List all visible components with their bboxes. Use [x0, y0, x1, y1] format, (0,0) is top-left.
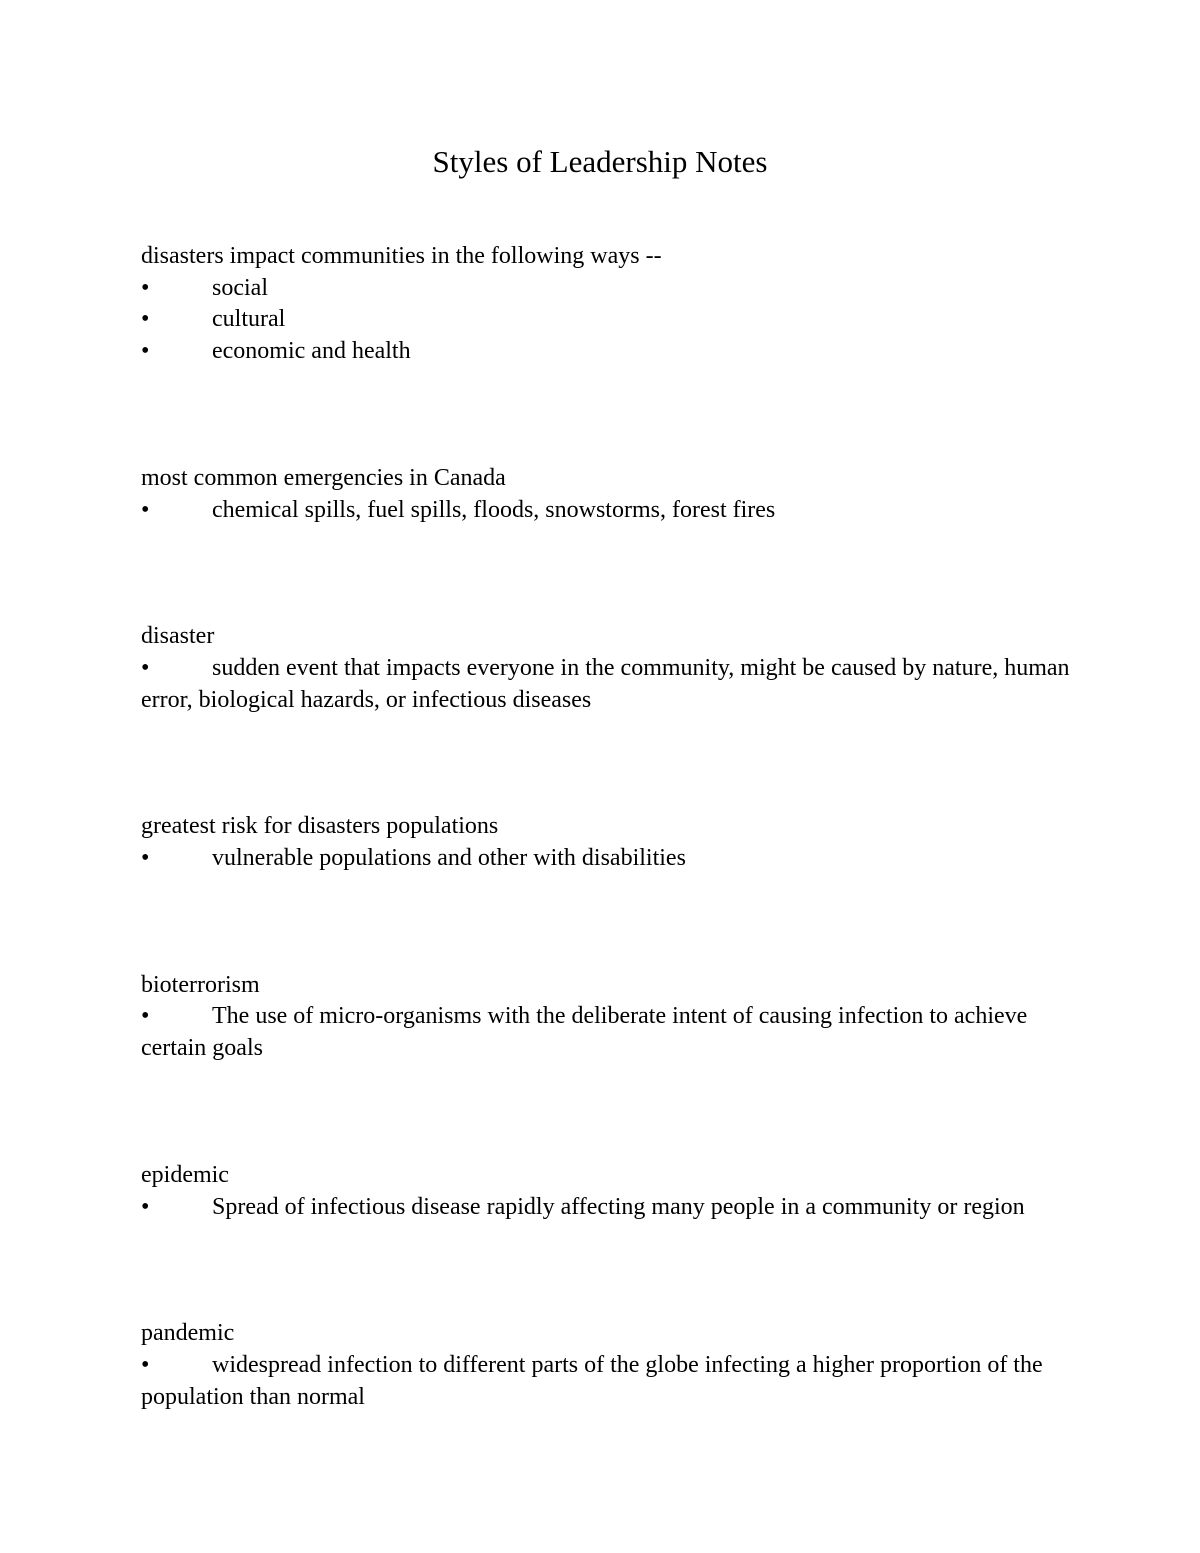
bullet-text: Spread of infectious disease rapidly affecting many people in a community or region [212, 1193, 1025, 1220]
section-disaster [141, 621, 1081, 716]
section-greatest-risk [141, 811, 1081, 874]
bullet-list [141, 1192, 1081, 1224]
bullet-icon: • [141, 1351, 150, 1378]
section-heading: bioterrorism [141, 971, 260, 998]
bullet-text: chemical spills, fuel spills, floods, snowstorms, forest fires [212, 496, 776, 523]
section-disaster-impacts [141, 241, 1081, 368]
bullet-list [141, 653, 1081, 716]
bullet-text: The use of micro-organisms with the deliberate intent of causing infection to achieve certain goals [141, 1003, 1028, 1062]
bullet-text: cultural [212, 306, 286, 333]
section-bioterrorism [141, 970, 1081, 1065]
bullet-text: social [212, 274, 268, 301]
bullet-item [141, 843, 1081, 875]
bullet-list [141, 843, 1081, 875]
bullet-item [141, 336, 1081, 368]
bullet-list [141, 1350, 1081, 1413]
section-pandemic [141, 1318, 1081, 1413]
bullet-item [141, 273, 1081, 305]
section-heading: disaster [141, 623, 215, 650]
section-heading: pandemic [141, 1320, 235, 1347]
bullet-icon: • [141, 1193, 150, 1220]
bullet-icon: • [141, 845, 150, 872]
bullet-icon: • [141, 654, 150, 681]
section-common-emergencies [141, 463, 1081, 526]
bullet-icon: • [141, 274, 150, 301]
bullet-text: economic and health [212, 338, 411, 365]
bullet-icon: • [141, 496, 150, 523]
bullet-item [141, 1001, 1081, 1064]
section-heading: most common emergencies in Canada [141, 464, 506, 491]
bullet-icon: • [141, 306, 150, 333]
notes-body [141, 241, 1081, 1508]
bullet-text: sudden event that impacts everyone in the community, might be caused by nature, human error, biological hazards, or infectious diseases [141, 654, 1070, 713]
bullet-list [141, 495, 1081, 527]
section-heading: epidemic [141, 1161, 229, 1188]
section-heading: disasters impact communities in the following ways -- [141, 243, 662, 269]
bullet-item [141, 653, 1081, 716]
bullet-icon: • [141, 338, 150, 365]
bullet-item [141, 1350, 1081, 1413]
bullet-icon: • [141, 1003, 150, 1030]
bullet-item [141, 495, 1081, 527]
section-epidemic [141, 1160, 1081, 1223]
bullet-list [141, 1001, 1081, 1064]
section-heading: greatest risk for disasters populations [141, 813, 499, 840]
bullet-text: widespread infection to different parts of the globe infecting a higher proportion of the population than normal [141, 1351, 1043, 1410]
bullet-item [141, 1192, 1081, 1224]
bullet-list [141, 273, 1081, 368]
bullet-item [141, 304, 1081, 336]
page-title: Styles of Leadership Notes [432, 144, 768, 179]
bullet-text: vulnerable populations and other with disabilities [212, 845, 686, 872]
